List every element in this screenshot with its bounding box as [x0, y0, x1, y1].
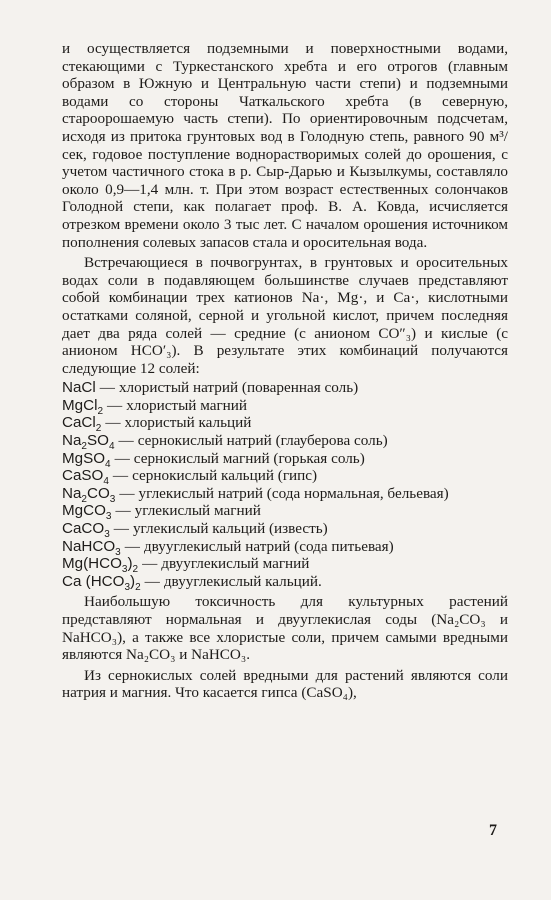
page-text [62, 40, 508, 702]
salt-item [62, 379, 508, 397]
page-number: 7 [489, 822, 497, 839]
salt-formula: $Mg(HCO_3)_2$ [62, 555, 139, 576]
salt-name: двууглекислый кальций. [163, 572, 322, 590]
salt-item [62, 502, 508, 523]
salt-dash: — [142, 555, 158, 573]
salt-name: сернокислый кальций (гипс) [132, 467, 318, 485]
salt-item [62, 397, 508, 415]
salt-dash: — [114, 449, 130, 467]
salt-dash: — [144, 572, 160, 590]
salt-formula: NaHCO$_3$ [62, 537, 121, 558]
salt-formula: MgCO$_3$ [62, 502, 112, 523]
paragraph-toxicity: Наибольшую токсичность для культурных растений представляют нормальная и двууглекислая соды (Na₂CO₃ и NaHCO₃), а также все хлористые соли, причем самыми вредными являются Na₂CO₃ и NaHCO₃. [62, 593, 508, 664]
salt-formula: CaCl$_2$ [62, 414, 102, 435]
salt-dash: — [105, 414, 121, 432]
salt-formula: NaCl [62, 379, 96, 397]
salt-dash: — [107, 396, 123, 414]
salt-item [62, 573, 508, 591]
salt-item [62, 414, 508, 435]
salt-dash: — [112, 467, 129, 485]
salt-name: сернокислый магний (горькая соль) [133, 449, 365, 467]
salt-dash: — [115, 502, 131, 520]
salt-formula: CaSO$_4$ [62, 467, 109, 488]
salt-formula: $Na_2CO_3$ [62, 484, 116, 505]
salt-item [62, 485, 508, 503]
salt-name: двууглекислый магний [161, 555, 310, 573]
salt-dash: — [119, 484, 135, 502]
salt-name: хлористый натрий (поваренная соль) [118, 379, 359, 397]
salt-dash: — [124, 537, 140, 555]
paragraph-groundwater: и осуществляется подземными и поверхностными водами, стекающими с Туркестанского хребта и его отрогов (главным образом в Южную и Центральную части степи) и подземными водами со стороны Чаткальского хребта (в северную, староорошаемую часть степи). По ориентировочным подсчетам, исходя из притока грунтовых вод в Голодную степь, равного 90 м³/сек, годовое поступление воднорастворимых солей до орошения, с учетом частичного стока в р. Сыр-Дарью и Кызылкумы, составляло около 0,9—1,4 млн. т. При этом возраст естественных солончаков Голодной степи, как полагает проф. В. А. Ковда, исчисляется отрезком времени около 3 тыс лет. С началом орошения источником пополнения солевых запасов стала и оросительная вода. [62, 40, 508, 251]
salt-dash: — [99, 379, 115, 397]
salt-formula: MgCl$_2$ [62, 396, 104, 417]
salt-item [62, 538, 508, 556]
salt-dash: — [113, 520, 129, 538]
salt-dash: — [118, 432, 134, 450]
salt-formula: MgSO$_4$ [62, 449, 111, 470]
salt-formula: $Na_2SO_4$ [62, 432, 115, 453]
salt-formula: CaCO$_3$ [62, 520, 110, 541]
paragraph-salts-intro: Встречающиеся в почвогрунтах, в грунтовых и оросительных водах соли в подавляющем большинстве случаев представляют собой комбинации трех катионов Na·, Mg·, и Ca·, кислотными остатками соляной, серной и угольной кислот, причем последняя дает два ряда солей — средние (с анионом CO″₃) и кислые (с анионом HCO′₃). В результате этих комбинаций получаются следующие 12 солей: [62, 254, 508, 377]
salt-formula: Ca $(HCO_3)_2$ [62, 572, 141, 593]
paragraph-sulfates: Из сернокислых солей вредными для растений являются соли натрия и магния. Что касается гипса (CaSO₄), [62, 666, 508, 702]
salt-name: сернокислый натрий (глауберова соль) [137, 432, 388, 450]
salt-item [62, 467, 508, 488]
salt-name: углекислый магний [134, 502, 261, 520]
salt-item [62, 555, 508, 576]
salt-name: хлористый магний [126, 396, 248, 414]
salt-name: хлористый кальций [124, 414, 252, 432]
salt-name: углекислый натрий (сода нормальная, бельевая) [138, 484, 449, 502]
salt-item [62, 450, 508, 468]
salt-item [62, 432, 508, 453]
salts-list [62, 379, 508, 593]
salt-item [62, 520, 508, 541]
salt-name: двууглекислый натрий (сода питьевая) [143, 537, 394, 555]
salt-name: углекислый кальций (известь) [132, 520, 328, 538]
